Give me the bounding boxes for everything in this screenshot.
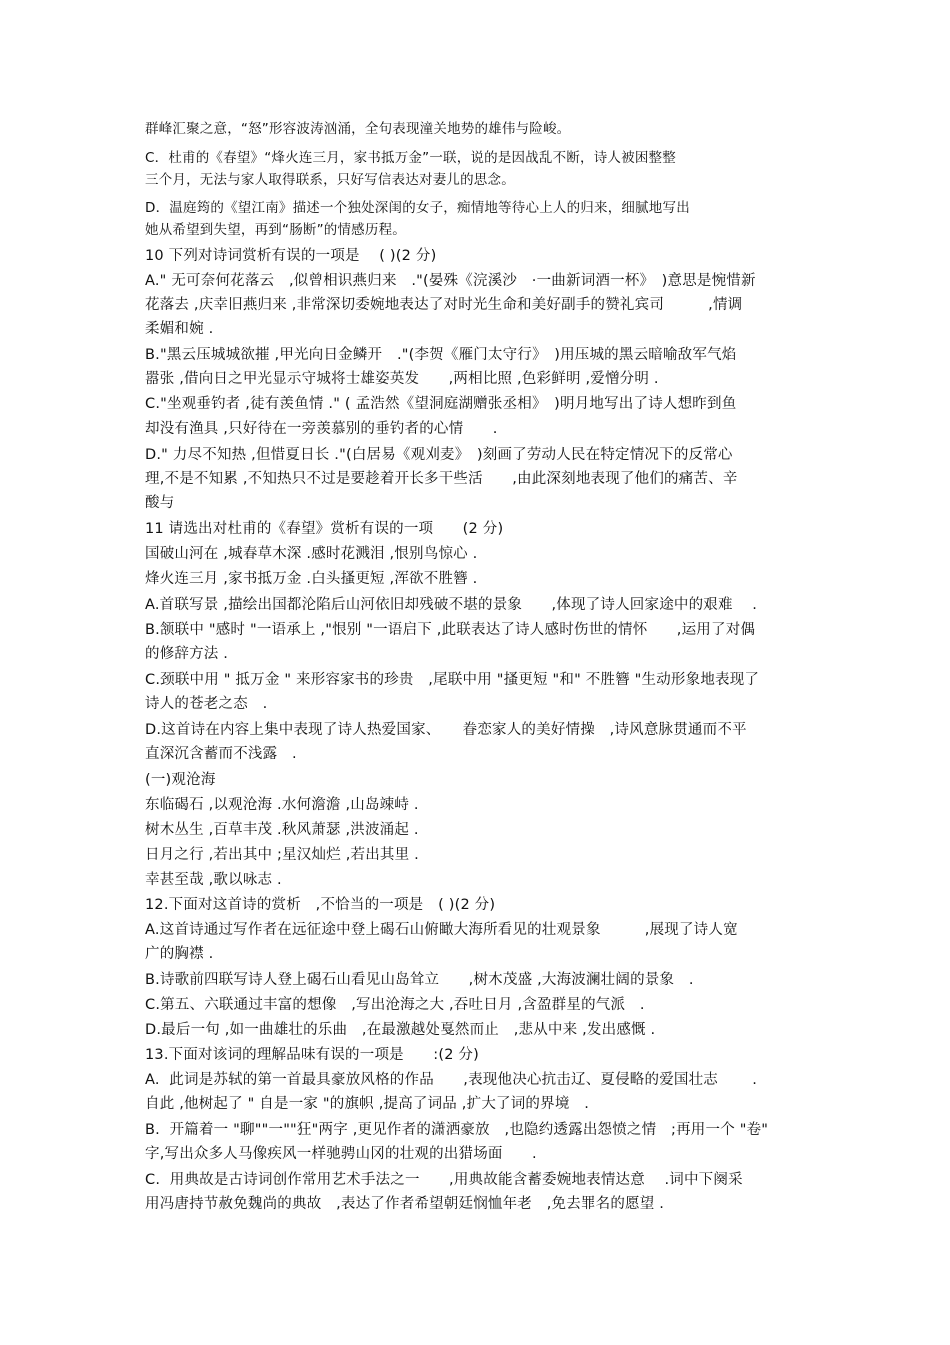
text-line: 10 下列对诗词赏析有误的一项是 ( )(2 分) <box>145 248 437 264</box>
text-line: 东临碣石 ,以观沧海 .水何澹澹 ,山岛竦峙 . <box>145 797 419 813</box>
text-line: C.颈联中用 " 抵万金 " 来形容家书的珍贵 ,尾联中用 "搔更短 "和" 不胜簪 "生动形象地表现了 <box>145 672 760 688</box>
text-line: D.这首诗在内容上集中表现了诗人热爱国家、 眷恋家人的美好情操 ,诗风意脉贯通而不平 <box>145 722 747 738</box>
text-line: B. 开篇着一 "聊""一""狂"两字 ,更见作者的潇洒豪放 ,也隐约透露出怨愤之情 ;再用一个 "卷" <box>145 1122 769 1138</box>
text-line: 12.下面对这首诗的赏析 ,不恰当的一项是 ( )(2 分) <box>145 897 496 913</box>
text-line: 幸甚至哉 ,歌以咏志 . <box>145 872 282 888</box>
text-line: 自此 ,他树起了 " 自是一家 "的旗帜 ,提高了词品 ,扩大了词的界境 . <box>145 1096 590 1112</box>
text-line: C."坐观垂钓者 ,徒有羡鱼情 ." ( 孟浩然《望洞庭湖赠张丞相》 )明月地写出了诗人想昨到鱼 <box>145 396 737 412</box>
text-line: B."黑云压城城欲摧 ,甲光向日金鳞开 ."(李贺《雁门太守行》 )用压城的黑云暗喻敌军气焰 <box>145 347 737 363</box>
text-line: C．杜甫的《春望》“烽火连三月，家书抵万金”一联，说的是因战乱不断，诗人被困整整 <box>145 150 676 166</box>
text-line: 的修辞方法 . <box>145 646 229 662</box>
text-line: 日月之行 ,若出其中 ;星汉灿烂 ,若出其里 . <box>145 847 419 863</box>
text-line: B.诗歌前四联写诗人登上碣石山看见山岛耸立 ,树木茂盛 ,大海波澜壮阔的景象 . <box>145 972 694 988</box>
text-line: 嚣张 ,借向日之甲光显示守城将士雄姿英发 ,两相比照 ,色彩鲜明 ,爱憎分明 . <box>145 371 659 387</box>
text-line: 理,不是不知累 ,不知热只不过是要趁着开长多干些活 ,由此深刻地表现了他们的痛苦、辛 <box>145 471 738 487</box>
text-line: A." 无可奈何花落云 ,似曾相识燕归来 ."(晏殊《浣溪沙 ·一曲新词酒一杯》 )意思是惋惜新 <box>145 273 756 289</box>
text-line: 三个月，无法与家人取得联系，只好写信表达对妻儿的思念。 <box>145 172 515 188</box>
text-line: 字,写出众多人马像疾风一样驰骋山冈的壮观的出猎场面 . <box>145 1146 537 1162</box>
text-line: 柔媚和婉 . <box>145 321 214 337</box>
text-line: 11 请选出对杜甫的《春望》赏析有误的一项 (2 分) <box>145 521 504 537</box>
text-line: A.这首诗通过写作者在远征途中登上碣石山俯瞰大海所看见的壮观景象 ,展现了诗人宽 <box>145 922 738 938</box>
text-line: C. 用典故是古诗词创作常用艺术手法之一 ,用典故能含蓄委婉地表情达意 .词中下阕采 <box>145 1172 743 1188</box>
text-line: 直深沉含蓄而不浅露 . <box>145 746 297 762</box>
text-line: 广的胸襟 . <box>145 946 214 962</box>
text-line: 酸与 <box>145 495 175 511</box>
text-line: D." 力尽不知热 ,但惜夏日长 ."(白居易《观刈麦》 )刻画了劳动人民在特定情况下的反常心 <box>145 447 733 463</box>
text-line: 13.下面对该词的理解品味有误的一项是 :(2 分) <box>145 1047 479 1063</box>
text-line: A.首联写景 ,描绘出国都沦陷后山河依旧却残破不堪的景象 ,体现了诗人回家途中的艰难 . <box>145 597 758 613</box>
text-line: D.最后一句 ,如一曲雄壮的乐曲 ,在最激越处戛然而止 ,悲从中来 ,发出感慨 . <box>145 1022 656 1038</box>
text-line: 国破山河在 ,城春草木深 .感时花溅泪 ,恨别鸟惊心 . <box>145 546 478 562</box>
text-line: 用冯唐持节赦免魏尚的典故 ,表达了作者希望朝廷悯恤年老 ,免去罪名的愿望 . <box>145 1196 665 1212</box>
text-line: 花落去 ,庆幸旧燕归来 ,非常深切委婉地表达了对时光生命和美好副手的赞礼宾司 ,情调 <box>145 297 743 313</box>
text-line: 她从希望到失望，再到“肠断”的情感历程。 <box>145 222 406 238</box>
text-line: 却没有渔具 ,只好待在一旁羡慕别的垂钓者的心情 . <box>145 421 498 437</box>
text-line: B.颔联中 "感时 "一语承上 ,"恨别 "一语启下 ,此联表达了诗人感时伤世的情怀 ,运用了对偶 <box>145 622 756 638</box>
text-line: (一)观沧海 <box>145 772 216 788</box>
text-line: A. 此词是苏轼的第一首最具豪放风格的作品 ,表现他决心抗击辽、夏侵略的爱国壮志 . <box>145 1072 758 1088</box>
text-line: 树木丛生 ,百草丰茂 .秋风萧瑟 ,洪波涌起 . <box>145 822 419 838</box>
text-line: 烽火连三月 ,家书抵万金 .白头搔更短 ,浑欲不胜簪 . <box>145 571 478 587</box>
text-line: 群峰汇聚之意，“怒”形容波涛汹涌，全句表现潼关地势的雄伟与险峻。 <box>145 121 571 137</box>
text-line: C.第五、六联通过丰富的想像 ,写出沧海之大 ,吞吐日月 ,含盈群星的气派 . <box>145 997 645 1013</box>
text-line: 诗人的苍老之态 . <box>145 696 268 712</box>
text-line: D．温庭筠的《望江南》描述一个独处深闺的女子，痴情地等待心上人的归来，细腻地写出 <box>145 200 690 216</box>
